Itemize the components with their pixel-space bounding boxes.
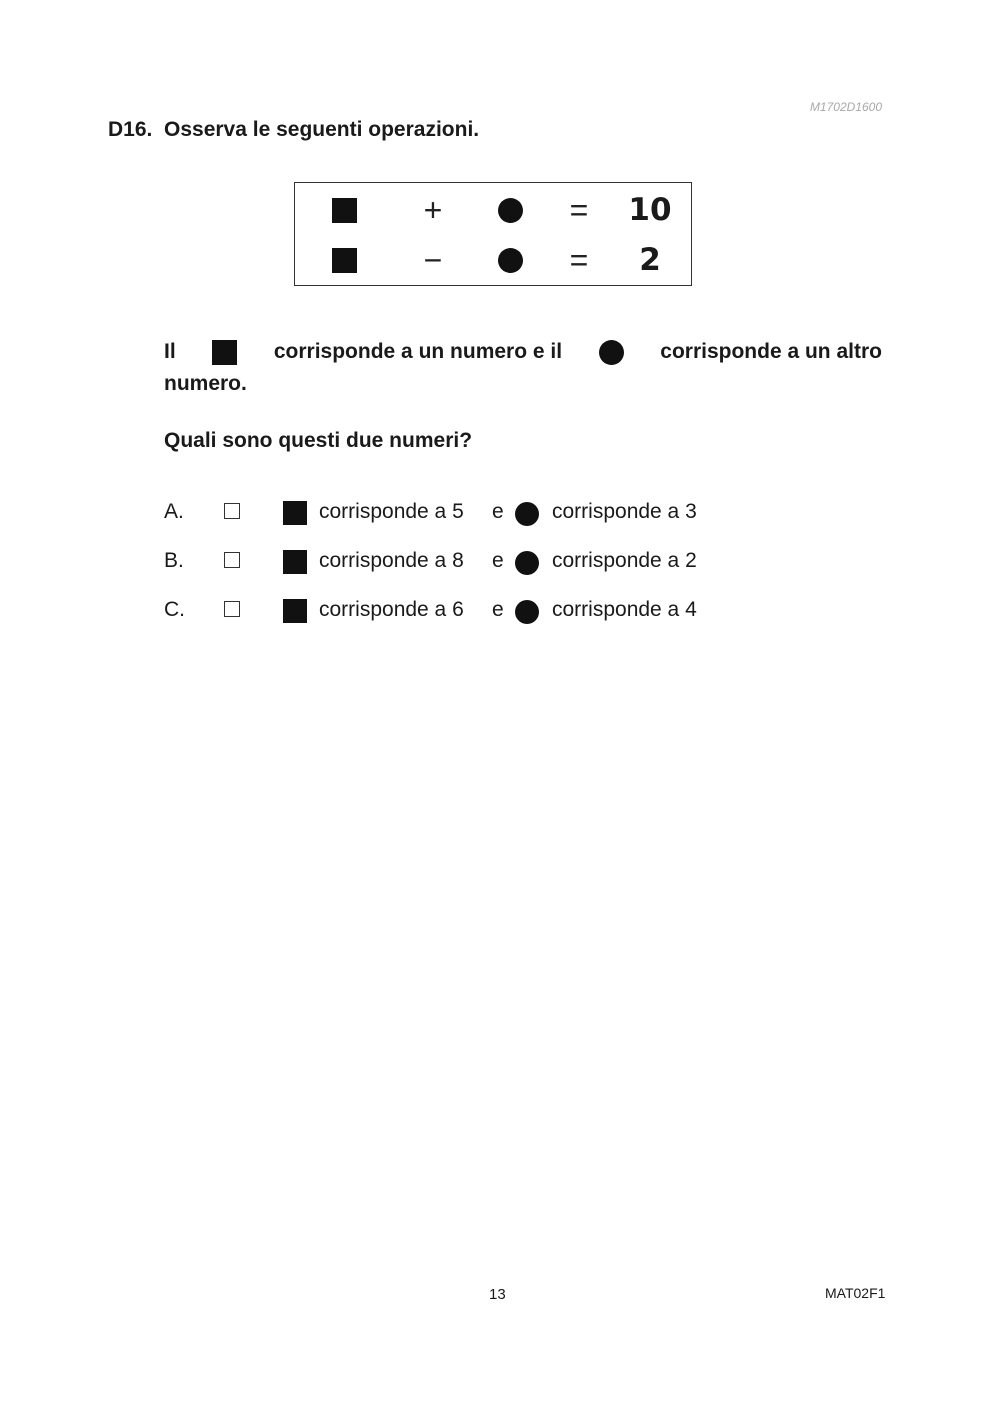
black-circle-icon: [498, 198, 523, 223]
stem-text-3: numero.: [164, 372, 247, 395]
option-letter: C.: [164, 598, 185, 621]
option-checkbox[interactable]: [224, 552, 240, 568]
operation-row-2: [295, 235, 691, 285]
option-checkbox[interactable]: [224, 601, 240, 617]
item-code: M1702D1600: [809, 100, 882, 114]
result: 2: [639, 242, 661, 278]
black-circle-icon: [599, 340, 624, 365]
operation-row-1: [295, 185, 691, 235]
option-text-square: corrisponde a 8: [319, 549, 464, 572]
equals-sign: =: [569, 191, 589, 228]
option-and: e: [492, 598, 504, 621]
question-title: Osserva le seguenti operazioni.: [164, 118, 480, 141]
question-prompt: Quali sono questi due numeri?: [164, 429, 473, 452]
operator: +: [423, 191, 443, 228]
option-and: e: [492, 549, 504, 572]
black-square-icon: [283, 501, 307, 525]
form-code: MAT02F1: [825, 1285, 886, 1301]
option-text-circle: corrisponde a 4: [552, 598, 697, 621]
question-number: D16.: [108, 118, 153, 141]
page-number: 13: [489, 1286, 506, 1303]
equals-sign: =: [569, 241, 589, 278]
black-square-icon: [283, 550, 307, 574]
option-and: e: [492, 500, 504, 523]
option-letter: B.: [164, 549, 184, 572]
result: 10: [628, 192, 672, 228]
black-square-icon: [332, 198, 357, 223]
stem-word: Il: [164, 340, 176, 363]
black-square-icon: [283, 599, 307, 623]
black-circle-icon: [515, 502, 539, 526]
option-text-circle: corrisponde a 2: [552, 549, 697, 572]
question-heading: [108, 118, 479, 142]
option-checkbox[interactable]: [224, 503, 240, 519]
operator: −: [423, 241, 443, 278]
operations-box: [294, 182, 692, 286]
question-stem: [164, 336, 882, 400]
black-circle-icon: [498, 248, 523, 273]
stem-text-1: corrisponde a un numero e il: [273, 340, 563, 363]
black-circle-icon: [515, 551, 539, 575]
option-letter: A.: [164, 500, 184, 523]
option-text-square: corrisponde a 6: [319, 598, 464, 621]
black-square-icon: [212, 340, 237, 365]
stem-text-2: corrisponde a un altro: [660, 340, 882, 363]
black-circle-icon: [515, 600, 539, 624]
option-text-circle: corrisponde a 3: [552, 500, 697, 523]
black-square-icon: [332, 248, 357, 273]
option-text-square: corrisponde a 5: [319, 500, 464, 523]
